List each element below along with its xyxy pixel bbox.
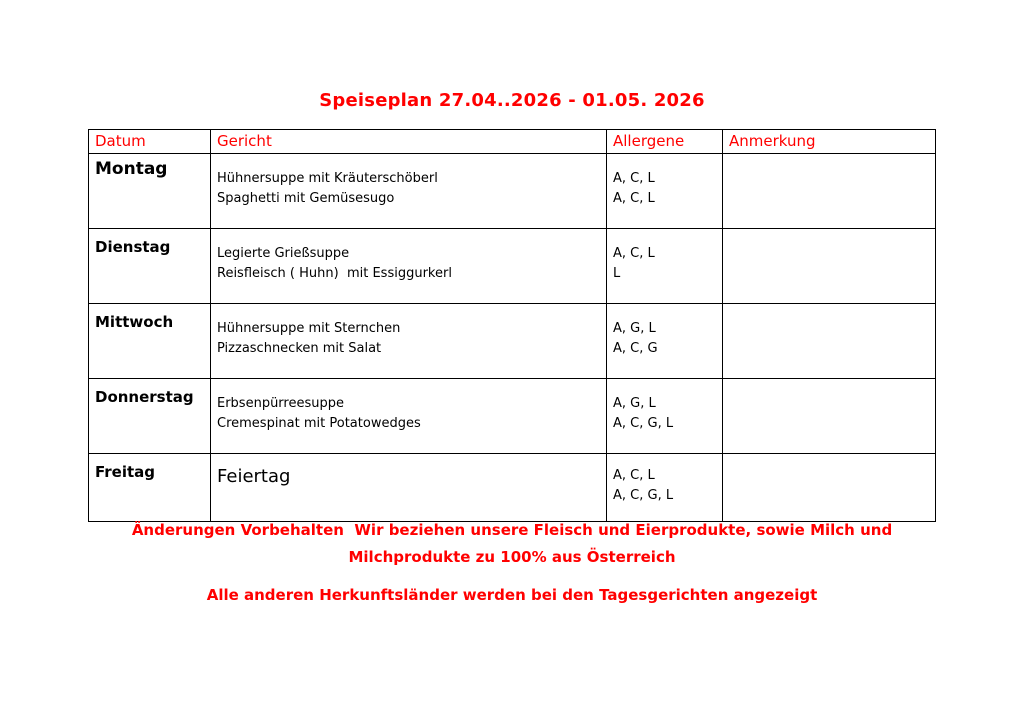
allergens-main: A, C, G, L: [613, 488, 674, 503]
allergen-cell: [607, 229, 723, 304]
allergens-main: A, C, G: [613, 341, 658, 356]
header-allergens: Allergene: [607, 130, 723, 154]
dish-cell: [211, 454, 607, 522]
day-name: Freitag: [95, 463, 156, 481]
day-cell: [89, 154, 211, 229]
note-cell: [723, 154, 936, 229]
table-row-thursday: [89, 379, 936, 454]
menu-table: [88, 129, 936, 522]
day-name: Dienstag: [95, 238, 171, 256]
allergen-cell: [607, 379, 723, 454]
allergens-main: A, C, L: [613, 191, 655, 206]
origin-notice: [0, 517, 1024, 571]
dish-soup: Legierte Grießsuppe: [217, 246, 350, 261]
table-row-monday: [89, 154, 936, 229]
day-cell: [89, 454, 211, 522]
allergen-cell: [607, 154, 723, 229]
header-dish: Gericht: [211, 130, 607, 154]
header-note: Anmerkung: [723, 130, 936, 154]
note-cell: [723, 229, 936, 304]
day-name: Mittwoch: [95, 313, 174, 331]
day-name: Montag: [95, 159, 168, 179]
day-name: Donnerstag: [95, 388, 194, 406]
dish-main: Spaghetti mit Gemüsesugo: [217, 191, 395, 206]
page-title: Speiseplan 27.04..2026 - 01.05. 2026: [319, 90, 705, 111]
note-cell: [723, 454, 936, 522]
dish-cell: [211, 154, 607, 229]
note-cell: [723, 379, 936, 454]
table-row-tuesday: [89, 229, 936, 304]
allergens-soup: A, G, L: [613, 321, 656, 336]
allergen-cell: [607, 454, 723, 522]
dish-main: Cremespinat mit Potatowedges: [217, 416, 421, 431]
dish-soup: Hühnersuppe mit Kräuterschöberl: [217, 171, 438, 186]
holiday-label: Feiertag: [217, 466, 291, 487]
allergens-soup: A, C, L: [613, 171, 655, 186]
allergens-soup: A, G, L: [613, 396, 656, 411]
table-header-row: [89, 130, 936, 154]
dish-cell: [211, 379, 607, 454]
table-row-friday: [89, 454, 936, 522]
dish-main: Pizzaschnecken mit Salat: [217, 341, 382, 356]
table-row-wednesday: [89, 304, 936, 379]
day-cell: [89, 379, 211, 454]
origin-notice-line-2: Milchprodukte zu 100% aus Österreich: [348, 548, 676, 566]
dish-cell: [211, 304, 607, 379]
allergens-main: L: [613, 266, 621, 281]
header-date: Datum: [89, 130, 211, 154]
day-cell: [89, 229, 211, 304]
dish-cell: [211, 229, 607, 304]
day-cell: [89, 304, 211, 379]
dish-main: Reisfleisch ( Huhn) mit Essiggurkerl: [217, 266, 452, 281]
dish-soup: Erbsenpürreesuppe: [217, 396, 344, 411]
note-cell: [723, 304, 936, 379]
allergens-soup: A, C, L: [613, 246, 655, 261]
origin-notice-line-1: Änderungen Vorbehalten Wir beziehen unsere Fleisch und Eierprodukte, sowie Milch und: [131, 521, 893, 539]
allergens-main: A, C, G, L: [613, 416, 674, 431]
allergens-soup: A, C, L: [613, 468, 655, 483]
allergen-cell: [607, 304, 723, 379]
dish-soup: Hühnersuppe mit Sternchen: [217, 321, 401, 336]
countries-notice: Alle anderen Herkunftsländer werden bei den Tagesgerichten angezeigt: [206, 586, 818, 604]
